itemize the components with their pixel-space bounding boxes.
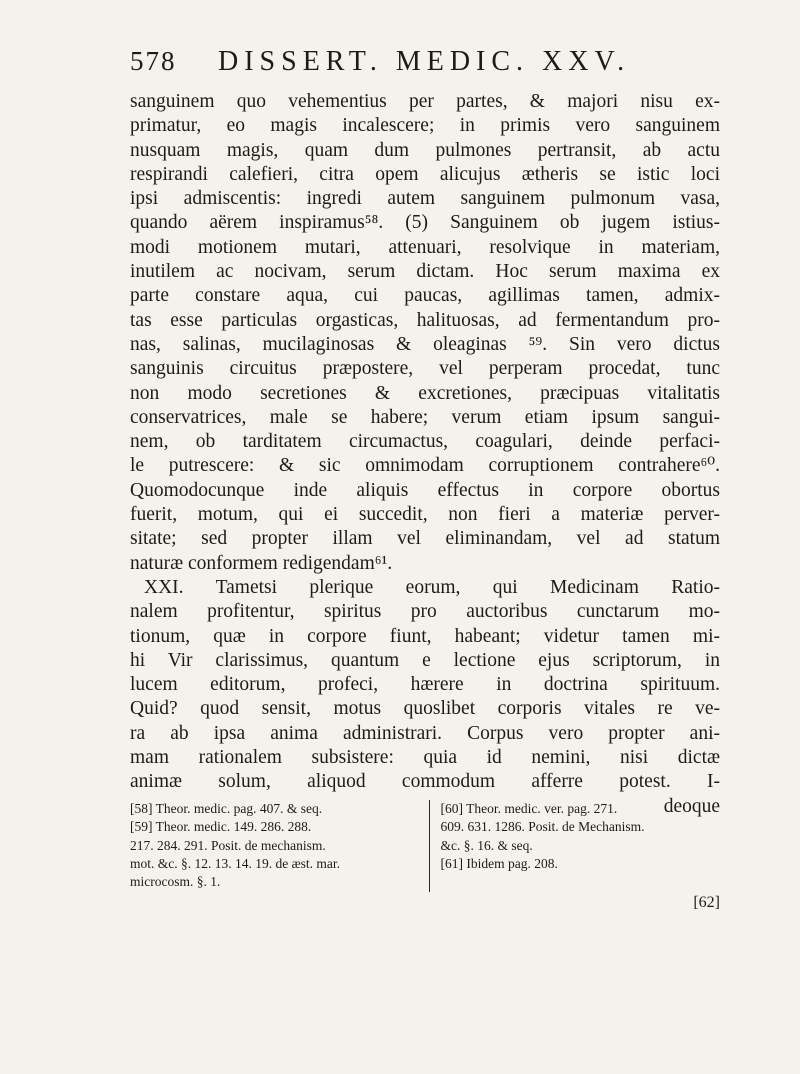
- text-line: ra ab ipsa anima administrari. Corpus vero propter ani-: [130, 722, 720, 744]
- footnotes-left-column: [130, 800, 430, 892]
- text-line: sanguinem quo vehementius per partes, & majori nisu ex-: [130, 91, 720, 112]
- text-line: parte constare aqua, cui paucas, agillimas tamen, admix-: [130, 285, 720, 307]
- text-line: naturæ conformem redigendam⁶¹.: [130, 552, 393, 574]
- footnotes: [130, 800, 720, 892]
- footnotes-right-column: [430, 800, 720, 892]
- footnote-line: &c. §. 16. & seq.: [440, 837, 533, 853]
- footnote-line: 217. 284. 291. Posit. de mechanism.: [130, 837, 326, 853]
- text-line: sanguinis circuitus præpostere, vel perperam procedat, tunc: [130, 358, 720, 380]
- text-line: inutilem ac nocivam, serum dictam. Hoc serum maxima ex: [130, 261, 720, 283]
- text-line: hi Vir clarissimus, quantum e lectione ejus scriptorum, in: [130, 649, 720, 671]
- text-line: lucem editorum, profeci, hærere in doctrina spirituum.: [130, 674, 720, 696]
- footnote-line: [60] Theor. medic. ver. pag. 271.: [440, 801, 618, 816]
- text-line: nem, ob tarditatem circumactus, coagulari, deinde perfaci-: [130, 431, 720, 453]
- text-line: nusquam magis, quam dum pulmones pertransit, ab actu: [130, 139, 720, 161]
- text-line: Quomodocunque inde aliquis effectus in corpore obortus: [130, 479, 720, 501]
- text-line: sitate; sed propter illam vel eliminandam, vel ad statum: [130, 528, 720, 550]
- text-line: tionum, quæ in corpore fiunt, habeant; videtur tamen mi-: [130, 625, 720, 647]
- text-line: fuerit, motum, qui ei succedit, non fieri a materiæ perver-: [130, 504, 720, 526]
- text-line: animæ solum, aliquod commodum afferre potest. I-: [130, 771, 720, 793]
- text-line: primatur, eo magis incalescere; in primis vero sanguinem: [130, 115, 720, 137]
- text-line: mam rationalem subsistere: quia id nemini, nisi dictæ: [130, 747, 720, 769]
- running-head: DISSERT. MEDIC. XXV.: [218, 46, 631, 77]
- text-line: respirandi calefieri, citra opem alicujus ætheris se istic loci: [130, 163, 720, 185]
- footnote-line: 609. 631. 1286. Posit. de Mechanism.: [440, 819, 645, 835]
- text-line: tas esse particulas orgasticas, halituosas, ad fermentandum pro-: [130, 309, 720, 331]
- text-line: conservatrices, male se habere; verum etiam ipsum sangui-: [130, 406, 720, 428]
- text-line: Quid? quod sensit, motus quoslibet corporis vitales re ve-: [130, 698, 720, 720]
- footnote-line: [59] Theor. medic. 149. 286. 288.: [130, 819, 312, 835]
- text-line: le putrescere: & sic omnimodam corruptionem contrahere⁶⁰.: [130, 455, 720, 477]
- text-line: nalem profitentur, spiritus pro auctoribus cunctarum mo-: [130, 601, 720, 623]
- footnote-line: mot. &c. §. 12. 13. 14. 19. de æst. mar.: [130, 855, 340, 871]
- footnote-line: [61] Ibidem pag. 208.: [440, 855, 558, 871]
- text-line: ipsi admiscentis: ingredi autem sanguinem pulmonum vasa,: [130, 188, 720, 210]
- text-line: quando aërem inspiramus⁵⁸. (5) Sanguinem ob jugem istius-: [130, 212, 720, 234]
- text-line: non modo secretiones & excretiones, præcipuas vitalitatis: [130, 382, 720, 404]
- text-line: modi motionem mutari, attenuari, resolvique in materiam,: [130, 236, 720, 258]
- catchword: [62]: [693, 894, 720, 911]
- text-line: nas, salinas, mucilaginosas & oleaginas ⁵⁹. Sin vero dictus: [130, 333, 720, 355]
- footnote-line: [58] Theor. medic. pag. 407. & seq.: [130, 801, 323, 816]
- body-text: [130, 90, 720, 819]
- footnote-line: microcosm. §. 1.: [130, 874, 221, 890]
- section-heading-line: XXI. Tametsi plerique eorum, qui Medicinam Ratio-: [144, 576, 720, 598]
- page-number: 578: [130, 46, 177, 76]
- page-header: [130, 46, 720, 86]
- text-line: deoque: [663, 795, 720, 817]
